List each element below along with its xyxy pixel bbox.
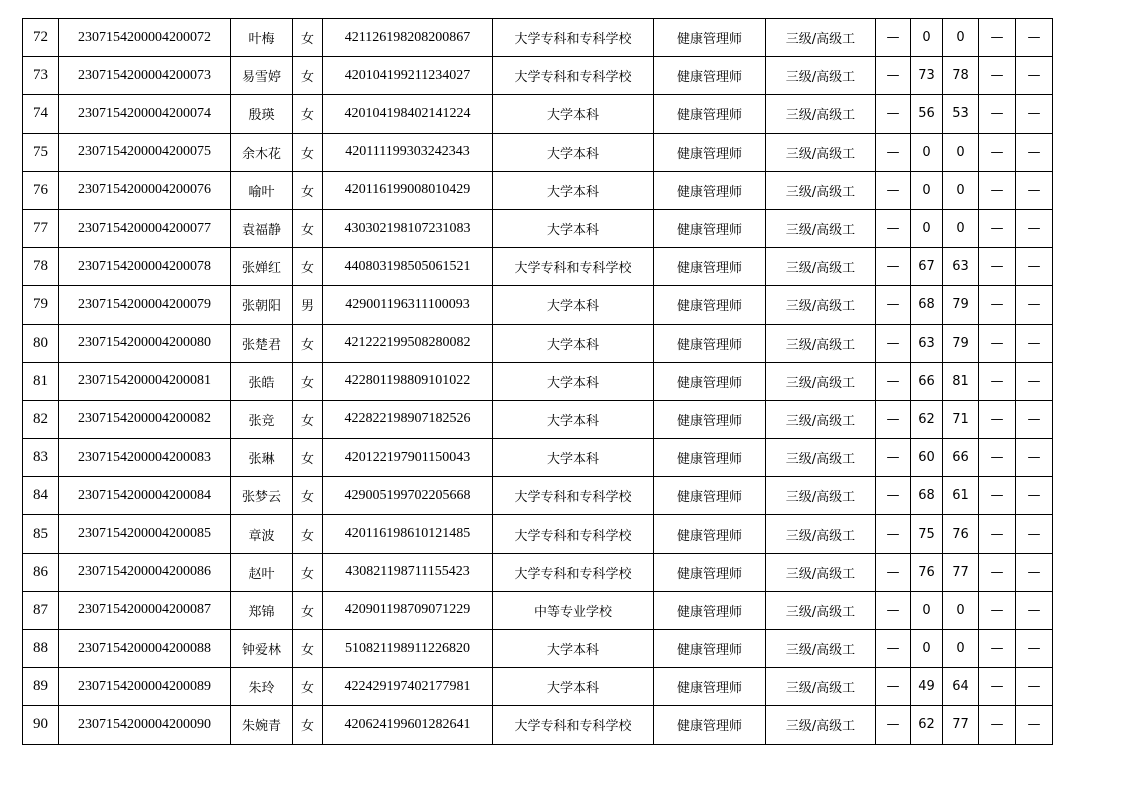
dash-cell: —: [979, 57, 1016, 95]
name-cell: 易雪婷: [231, 57, 293, 95]
gender-cell: 女: [293, 706, 323, 744]
gender-cell: 女: [293, 630, 323, 668]
dash-cell: —: [979, 133, 1016, 171]
dash-cell: —: [876, 171, 911, 209]
dash-cell: —: [876, 668, 911, 706]
dash-cell: —: [876, 439, 911, 477]
occupation-cell: 健康管理师: [654, 706, 766, 744]
occupation-cell: 健康管理师: [654, 171, 766, 209]
level-cell: 三级/高级工: [766, 668, 876, 706]
id-number-cell: 430302198107231083: [323, 209, 493, 247]
level-cell: 三级/高级工: [766, 209, 876, 247]
dash-cell: —: [1016, 668, 1053, 706]
skill-score-cell: 77: [943, 553, 979, 591]
dash-cell: —: [1016, 324, 1053, 362]
dash-cell: —: [876, 706, 911, 744]
theory-score-cell: 68: [911, 477, 943, 515]
table-row: [23, 324, 1053, 362]
table-row: [23, 209, 1053, 247]
row-number-cell: 74: [23, 95, 59, 133]
level-cell: 三级/高级工: [766, 630, 876, 668]
id-number-cell: 430821198711155423: [323, 553, 493, 591]
certificate-number-cell: 2307154200004200079: [59, 286, 231, 324]
education-cell: 大学本科: [493, 133, 654, 171]
theory-score-cell: 56: [911, 95, 943, 133]
theory-score-cell: 76: [911, 553, 943, 591]
dash-cell: —: [1016, 362, 1053, 400]
gender-cell: 女: [293, 591, 323, 629]
table-row: [23, 630, 1053, 668]
level-cell: 三级/高级工: [766, 286, 876, 324]
level-cell: 三级/高级工: [766, 171, 876, 209]
gender-cell: 女: [293, 362, 323, 400]
gender-cell: 女: [293, 400, 323, 438]
gender-cell: 女: [293, 439, 323, 477]
theory-score-cell: 49: [911, 668, 943, 706]
name-cell: 余木花: [231, 133, 293, 171]
name-cell: 张朝阳: [231, 286, 293, 324]
gender-cell: 女: [293, 57, 323, 95]
table-row: [23, 706, 1053, 744]
occupation-cell: 健康管理师: [654, 19, 766, 57]
dash-cell: —: [979, 209, 1016, 247]
certificate-number-cell: 2307154200004200077: [59, 209, 231, 247]
occupation-cell: 健康管理师: [654, 362, 766, 400]
level-cell: 三级/高级工: [766, 439, 876, 477]
dash-cell: —: [979, 19, 1016, 57]
dash-cell: —: [876, 362, 911, 400]
dash-cell: —: [979, 591, 1016, 629]
dash-cell: —: [876, 133, 911, 171]
dash-cell: —: [979, 362, 1016, 400]
level-cell: 三级/高级工: [766, 19, 876, 57]
education-cell: 大学专科和专科学校: [493, 706, 654, 744]
dash-cell: —: [1016, 286, 1053, 324]
certificate-number-cell: 2307154200004200080: [59, 324, 231, 362]
row-number-cell: 73: [23, 57, 59, 95]
roster-table: [22, 18, 1053, 745]
occupation-cell: 健康管理师: [654, 95, 766, 133]
row-number-cell: 84: [23, 477, 59, 515]
name-cell: 张楚君: [231, 324, 293, 362]
name-cell: 张竞: [231, 400, 293, 438]
certificate-number-cell: 2307154200004200074: [59, 95, 231, 133]
occupation-cell: 健康管理师: [654, 591, 766, 629]
row-number-cell: 78: [23, 248, 59, 286]
education-cell: 大学专科和专科学校: [493, 553, 654, 591]
gender-cell: 女: [293, 515, 323, 553]
row-number-cell: 79: [23, 286, 59, 324]
skill-score-cell: 66: [943, 439, 979, 477]
dash-cell: —: [1016, 439, 1053, 477]
dash-cell: —: [1016, 515, 1053, 553]
name-cell: 钟爱林: [231, 630, 293, 668]
dash-cell: —: [979, 706, 1016, 744]
occupation-cell: 健康管理师: [654, 477, 766, 515]
row-number-cell: 87: [23, 591, 59, 629]
level-cell: 三级/高级工: [766, 324, 876, 362]
row-number-cell: 75: [23, 133, 59, 171]
certificate-number-cell: 2307154200004200076: [59, 171, 231, 209]
occupation-cell: 健康管理师: [654, 57, 766, 95]
education-cell: 大学本科: [493, 400, 654, 438]
row-number-cell: 83: [23, 439, 59, 477]
id-number-cell: 420901198709071229: [323, 591, 493, 629]
skill-score-cell: 79: [943, 324, 979, 362]
table-row: [23, 515, 1053, 553]
id-number-cell: 420116198610121485: [323, 515, 493, 553]
certificate-number-cell: 2307154200004200083: [59, 439, 231, 477]
name-cell: 张琳: [231, 439, 293, 477]
level-cell: 三级/高级工: [766, 553, 876, 591]
dash-cell: —: [1016, 171, 1053, 209]
education-cell: 大学本科: [493, 171, 654, 209]
id-number-cell: 510821198911226820: [323, 630, 493, 668]
table-body: [23, 19, 1053, 745]
education-cell: 大学本科: [493, 439, 654, 477]
name-cell: 张梦云: [231, 477, 293, 515]
dash-cell: —: [876, 57, 911, 95]
theory-score-cell: 68: [911, 286, 943, 324]
certificate-number-cell: 2307154200004200088: [59, 630, 231, 668]
level-cell: 三级/高级工: [766, 706, 876, 744]
skill-score-cell: 0: [943, 630, 979, 668]
id-number-cell: 429001196311100093: [323, 286, 493, 324]
education-cell: 大学本科: [493, 362, 654, 400]
id-number-cell: 420111199303242343: [323, 133, 493, 171]
gender-cell: 女: [293, 19, 323, 57]
id-number-cell: 421222199508280082: [323, 324, 493, 362]
row-number-cell: 89: [23, 668, 59, 706]
level-cell: 三级/高级工: [766, 95, 876, 133]
gender-cell: 女: [293, 133, 323, 171]
dash-cell: —: [1016, 591, 1053, 629]
dash-cell: —: [1016, 553, 1053, 591]
dash-cell: —: [979, 668, 1016, 706]
occupation-cell: 健康管理师: [654, 133, 766, 171]
theory-score-cell: 66: [911, 362, 943, 400]
level-cell: 三级/高级工: [766, 362, 876, 400]
dash-cell: —: [979, 400, 1016, 438]
theory-score-cell: 63: [911, 324, 943, 362]
skill-score-cell: 61: [943, 477, 979, 515]
row-number-cell: 82: [23, 400, 59, 438]
dash-cell: —: [979, 248, 1016, 286]
dash-cell: —: [1016, 209, 1053, 247]
skill-score-cell: 76: [943, 515, 979, 553]
dash-cell: —: [876, 591, 911, 629]
education-cell: 大学专科和专科学校: [493, 248, 654, 286]
id-number-cell: 429005199702205668: [323, 477, 493, 515]
id-number-cell: 420122197901150043: [323, 439, 493, 477]
table-row: [23, 553, 1053, 591]
occupation-cell: 健康管理师: [654, 630, 766, 668]
id-number-cell: 422801198809101022: [323, 362, 493, 400]
occupation-cell: 健康管理师: [654, 209, 766, 247]
dash-cell: —: [876, 477, 911, 515]
education-cell: 大学本科: [493, 209, 654, 247]
education-cell: 大学本科: [493, 668, 654, 706]
name-cell: 朱玲: [231, 668, 293, 706]
theory-score-cell: 0: [911, 209, 943, 247]
table-row: [23, 19, 1053, 57]
row-number-cell: 77: [23, 209, 59, 247]
name-cell: 郑锦: [231, 591, 293, 629]
skill-score-cell: 71: [943, 400, 979, 438]
skill-score-cell: 77: [943, 706, 979, 744]
education-cell: 大学本科: [493, 286, 654, 324]
dash-cell: —: [979, 439, 1016, 477]
dash-cell: —: [979, 477, 1016, 515]
dash-cell: —: [876, 324, 911, 362]
table-row: [23, 400, 1053, 438]
theory-score-cell: 67: [911, 248, 943, 286]
table-row: [23, 439, 1053, 477]
level-cell: 三级/高级工: [766, 133, 876, 171]
dash-cell: —: [1016, 477, 1053, 515]
dash-cell: —: [1016, 400, 1053, 438]
education-cell: 大学专科和专科学校: [493, 57, 654, 95]
gender-cell: 女: [293, 668, 323, 706]
name-cell: 章波: [231, 515, 293, 553]
table-row: [23, 248, 1053, 286]
table-row: [23, 591, 1053, 629]
dash-cell: —: [876, 400, 911, 438]
row-number-cell: 85: [23, 515, 59, 553]
level-cell: 三级/高级工: [766, 515, 876, 553]
skill-score-cell: 0: [943, 171, 979, 209]
row-number-cell: 86: [23, 553, 59, 591]
certificate-number-cell: 2307154200004200075: [59, 133, 231, 171]
certificate-number-cell: 2307154200004200089: [59, 668, 231, 706]
skill-score-cell: 0: [943, 133, 979, 171]
dash-cell: —: [876, 95, 911, 133]
skill-score-cell: 53: [943, 95, 979, 133]
dash-cell: —: [979, 630, 1016, 668]
dash-cell: —: [876, 286, 911, 324]
name-cell: 朱婉青: [231, 706, 293, 744]
row-number-cell: 80: [23, 324, 59, 362]
education-cell: 中等专业学校: [493, 591, 654, 629]
table-row: [23, 477, 1053, 515]
certificate-number-cell: 2307154200004200082: [59, 400, 231, 438]
dash-cell: —: [1016, 248, 1053, 286]
dash-cell: —: [876, 553, 911, 591]
occupation-cell: 健康管理师: [654, 439, 766, 477]
id-number-cell: 422822198907182526: [323, 400, 493, 438]
dash-cell: —: [979, 515, 1016, 553]
skill-score-cell: 81: [943, 362, 979, 400]
skill-score-cell: 0: [943, 209, 979, 247]
name-cell: 张婵红: [231, 248, 293, 286]
theory-score-cell: 62: [911, 400, 943, 438]
theory-score-cell: 0: [911, 591, 943, 629]
certificate-number-cell: 2307154200004200078: [59, 248, 231, 286]
theory-score-cell: 73: [911, 57, 943, 95]
name-cell: 袁福静: [231, 209, 293, 247]
name-cell: 张皓: [231, 362, 293, 400]
theory-score-cell: 0: [911, 133, 943, 171]
dash-cell: —: [979, 286, 1016, 324]
occupation-cell: 健康管理师: [654, 515, 766, 553]
dash-cell: —: [979, 553, 1016, 591]
certificate-number-cell: 2307154200004200073: [59, 57, 231, 95]
gender-cell: 女: [293, 209, 323, 247]
table-row: [23, 286, 1053, 324]
gender-cell: 女: [293, 248, 323, 286]
id-number-cell: 420104198402141224: [323, 95, 493, 133]
dash-cell: —: [1016, 706, 1053, 744]
gender-cell: 男: [293, 286, 323, 324]
gender-cell: 女: [293, 171, 323, 209]
occupation-cell: 健康管理师: [654, 324, 766, 362]
certificate-number-cell: 2307154200004200087: [59, 591, 231, 629]
table-row: [23, 57, 1053, 95]
level-cell: 三级/高级工: [766, 591, 876, 629]
row-number-cell: 76: [23, 171, 59, 209]
name-cell: 殷瑛: [231, 95, 293, 133]
table-row: [23, 95, 1053, 133]
level-cell: 三级/高级工: [766, 57, 876, 95]
education-cell: 大学专科和专科学校: [493, 477, 654, 515]
education-cell: 大学本科: [493, 95, 654, 133]
theory-score-cell: 75: [911, 515, 943, 553]
occupation-cell: 健康管理师: [654, 668, 766, 706]
dash-cell: —: [876, 248, 911, 286]
dash-cell: —: [1016, 57, 1053, 95]
name-cell: 叶梅: [231, 19, 293, 57]
level-cell: 三级/高级工: [766, 248, 876, 286]
table-row: [23, 133, 1053, 171]
education-cell: 大学专科和专科学校: [493, 515, 654, 553]
gender-cell: 女: [293, 95, 323, 133]
certificate-number-cell: 2307154200004200072: [59, 19, 231, 57]
table-row: [23, 171, 1053, 209]
theory-score-cell: 0: [911, 171, 943, 209]
dash-cell: —: [1016, 630, 1053, 668]
dash-cell: —: [979, 324, 1016, 362]
theory-score-cell: 62: [911, 706, 943, 744]
id-number-cell: 420116199008010429: [323, 171, 493, 209]
gender-cell: 女: [293, 477, 323, 515]
row-number-cell: 88: [23, 630, 59, 668]
occupation-cell: 健康管理师: [654, 400, 766, 438]
skill-score-cell: 63: [943, 248, 979, 286]
dash-cell: —: [876, 630, 911, 668]
education-cell: 大学专科和专科学校: [493, 19, 654, 57]
table-row: [23, 362, 1053, 400]
row-number-cell: 81: [23, 362, 59, 400]
dash-cell: —: [876, 515, 911, 553]
education-cell: 大学本科: [493, 630, 654, 668]
certificate-number-cell: 2307154200004200085: [59, 515, 231, 553]
dash-cell: —: [1016, 19, 1053, 57]
id-number-cell: 420624199601282641: [323, 706, 493, 744]
id-number-cell: 421126198208200867: [323, 19, 493, 57]
row-number-cell: 72: [23, 19, 59, 57]
dash-cell: —: [1016, 133, 1053, 171]
skill-score-cell: 0: [943, 19, 979, 57]
certificate-number-cell: 2307154200004200081: [59, 362, 231, 400]
certificate-number-cell: 2307154200004200084: [59, 477, 231, 515]
dash-cell: —: [876, 19, 911, 57]
skill-score-cell: 78: [943, 57, 979, 95]
education-cell: 大学本科: [493, 324, 654, 362]
occupation-cell: 健康管理师: [654, 553, 766, 591]
gender-cell: 女: [293, 324, 323, 362]
level-cell: 三级/高级工: [766, 400, 876, 438]
table-row: [23, 668, 1053, 706]
id-number-cell: 440803198505061521: [323, 248, 493, 286]
name-cell: 喻叶: [231, 171, 293, 209]
certificate-number-cell: 2307154200004200090: [59, 706, 231, 744]
name-cell: 赵叶: [231, 553, 293, 591]
row-number-cell: 90: [23, 706, 59, 744]
gender-cell: 女: [293, 553, 323, 591]
theory-score-cell: 60: [911, 439, 943, 477]
dash-cell: —: [979, 171, 1016, 209]
dash-cell: —: [979, 95, 1016, 133]
level-cell: 三级/高级工: [766, 477, 876, 515]
id-number-cell: 422429197402177981: [323, 668, 493, 706]
skill-score-cell: 64: [943, 668, 979, 706]
id-number-cell: 420104199211234027: [323, 57, 493, 95]
dash-cell: —: [876, 209, 911, 247]
dash-cell: —: [1016, 95, 1053, 133]
theory-score-cell: 0: [911, 630, 943, 668]
skill-score-cell: 79: [943, 286, 979, 324]
certificate-number-cell: 2307154200004200086: [59, 553, 231, 591]
occupation-cell: 健康管理师: [654, 286, 766, 324]
occupation-cell: 健康管理师: [654, 248, 766, 286]
skill-score-cell: 0: [943, 591, 979, 629]
theory-score-cell: 0: [911, 19, 943, 57]
